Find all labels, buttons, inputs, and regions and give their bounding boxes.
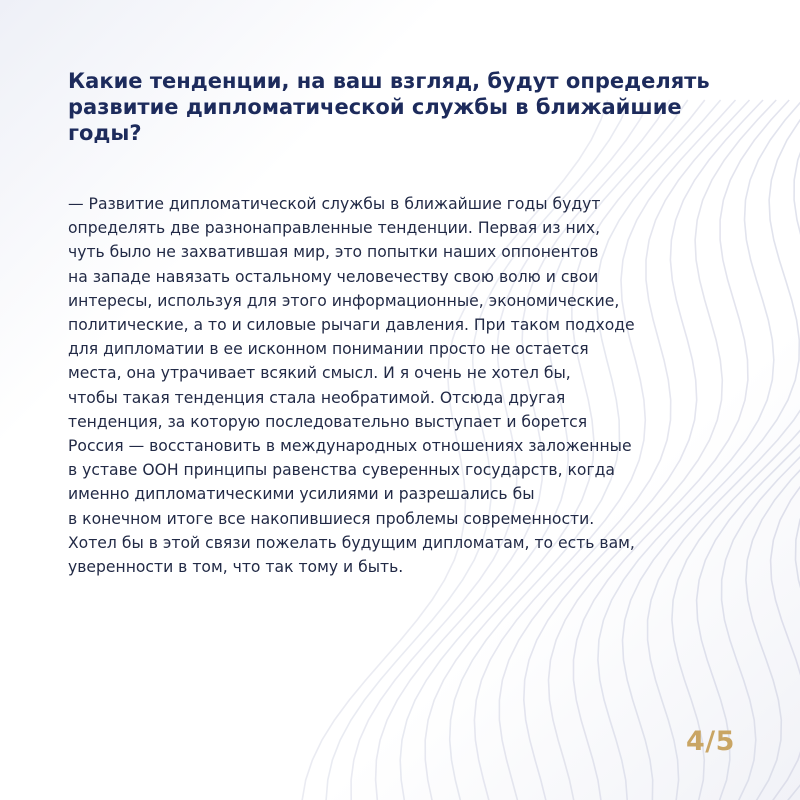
answer-line: чтобы такая тенденция стала необратимой. Отсюда другая	[68, 388, 566, 407]
answer-line: Россия — восстановить в международных отношениях заложенные	[68, 437, 632, 456]
answer-line: определять две разнонаправленные тенденции. Первая из них,	[68, 219, 601, 238]
answer-line: в конечном итоге все накопившиеся проблемы современности.	[68, 509, 595, 528]
answer-line: Хотел бы в этой связи пожелать будущим дипломатам, то есть вам,	[68, 533, 635, 552]
answer-line: чуть было не захватившая мир, это попытки наших оппонентов	[68, 243, 599, 262]
wave-line	[782, 100, 800, 800]
answer-line: тенденция, за которую последовательно выступает и борется	[68, 412, 588, 431]
wave-line	[756, 100, 800, 800]
wave-line	[722, 100, 800, 800]
interview-answer	[68, 192, 732, 579]
answer-line: для дипломатии в ее исконном понимании просто не остается	[68, 340, 589, 359]
wave-line	[794, 100, 800, 800]
wave-line	[769, 100, 800, 800]
question-line: годы?	[68, 121, 142, 145]
answer-line: именно дипломатическими усилиями и разрешались бы	[68, 485, 535, 504]
page-counter: 4/5	[686, 726, 735, 757]
answer-line: на западе навязать остальному человечеству свою волю и свои	[68, 267, 599, 286]
answer-line: места, она утрачивает всякий смысл. И я очень не хотел бы,	[68, 364, 571, 383]
answer-line: интересы, используя для этого информационные, экономические,	[68, 291, 620, 310]
question-line: Какие тенденции, на ваш взгляд, будут определять	[68, 69, 710, 93]
wave-line	[741, 100, 800, 800]
question-line: развитие дипломатической службы в ближайшие	[68, 95, 682, 119]
answer-line: — Развитие дипломатической службы в ближайшие годы будут	[68, 195, 601, 213]
interview-question	[68, 68, 748, 146]
answer-line: в уставе ООН принципы равенства суверенных государств, когда	[68, 461, 615, 480]
answer-line: политические, а то и силовые рычаги давления. При таком подходе	[68, 316, 635, 335]
answer-line: уверенности в том, что так тому и быть.	[68, 558, 404, 577]
